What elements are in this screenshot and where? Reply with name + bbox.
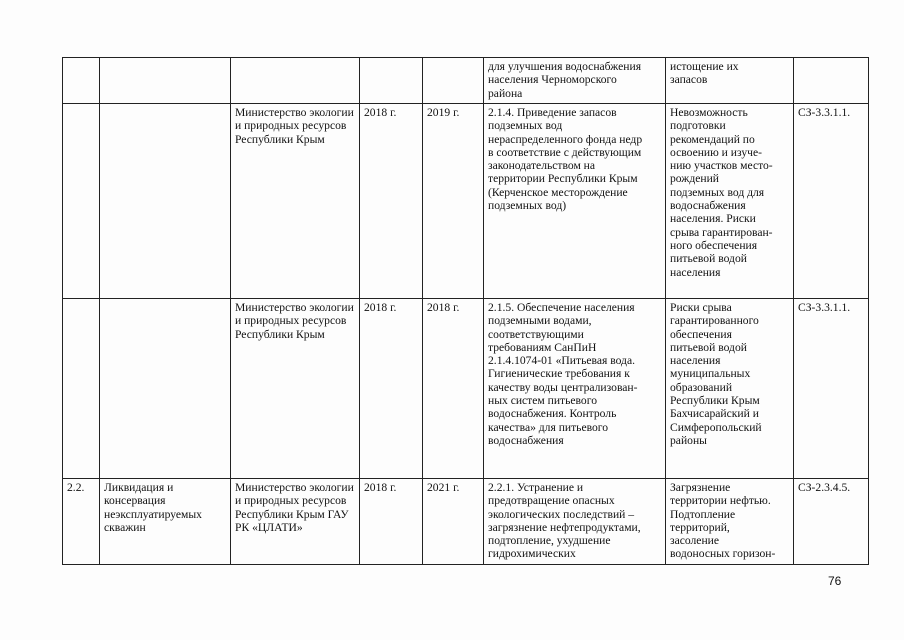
measure-cell-line: территории Республики Крым [488, 172, 638, 186]
end-year-cell [423, 58, 484, 104]
table-row [63, 479, 869, 565]
start-year-cell: 2018 г. [360, 479, 423, 565]
risk-cell-line: питьевой водой [670, 340, 747, 354]
risk-cell-line: подземных вод для [670, 185, 765, 199]
risk-cell-line: истощение их [670, 60, 739, 73]
activity-cell [100, 58, 231, 104]
risk-cell-line: Симферопольский [670, 420, 762, 434]
executor-cell: Министерство экологии и природных ресурсов Республики Крым [231, 104, 360, 299]
row-number-cell: 2.2. [63, 479, 100, 565]
risk-cell-line: территории нефтью. [670, 494, 771, 508]
measure-cell-line: предотвращение опасных [488, 494, 615, 508]
risk-cell-line: рождений [670, 172, 719, 186]
risk-cell-line: питьевой водой [670, 252, 747, 266]
risk-cell-line: Загрязнение [670, 481, 731, 494]
risk-cell-line: территорий, [670, 520, 730, 534]
risk-cell-line: запасов [670, 73, 708, 87]
activity-cell [100, 104, 231, 299]
measure-cell-line: Гигиенические требования к [488, 367, 630, 381]
risk-cell-line: водоносных горизон- [670, 547, 776, 561]
measure-cell-line: нераспределенного фонда недр [488, 132, 643, 146]
risk-cell-line: освоению и изуче- [670, 145, 762, 159]
measures-table [62, 57, 869, 565]
risk-cell-line: Бахчисарайский и [670, 407, 759, 421]
activity-cell [100, 299, 231, 479]
risk-cell [666, 299, 794, 479]
measure-cell [484, 58, 666, 104]
measure-cell-line: водоснабжения. Контроль [488, 407, 617, 421]
code-cell: СЗ-3.3.1.1. [794, 299, 869, 479]
table-row [63, 58, 869, 104]
risk-cell-line: рекомендаций по [670, 132, 755, 146]
executor-cell: Министерство экологии и природных ресурсов Республики Крым [231, 299, 360, 479]
row-number-cell [63, 299, 100, 479]
risk-cell-line: гарантированного [670, 314, 759, 328]
measure-cell-line: (Керченское месторождение [488, 185, 628, 199]
code-cell: СЗ-3.3.1.1. [794, 104, 869, 299]
executor-cell [231, 58, 360, 104]
measure-cell-line: законодательством на [488, 159, 596, 173]
start-year-cell: 2018 г. [360, 104, 423, 299]
risk-cell-line: районы [670, 433, 707, 447]
measure-cell-line: водоснабжения [488, 433, 564, 447]
end-year-cell: 2019 г. [423, 104, 484, 299]
measure-cell-line: подтопление, ухудшение [488, 534, 611, 548]
measure-cell-line: экологических последствий – [488, 507, 635, 521]
measure-cell [484, 104, 666, 299]
risk-cell [666, 479, 794, 565]
measure-cell-line: 2.1.5. Обеспечение населения [488, 301, 635, 314]
start-year-cell: 2018 г. [360, 299, 423, 479]
measure-cell-line: 2.1.4. Приведение запасов [488, 106, 617, 119]
measure-cell-line: гидрохимических [488, 547, 576, 561]
table-row [63, 299, 869, 479]
measure-cell-line: соответствующими [488, 327, 584, 341]
measure-cell-line: подземных вод [488, 119, 563, 133]
risk-cell-line: Республики Крым [670, 394, 760, 408]
measure-cell-line: требованиям СанПиН [488, 340, 597, 354]
measure-cell-line: качеству воды централизован- [488, 380, 638, 394]
risk-cell-line: ного обеспечения [670, 238, 758, 252]
risk-cell [666, 104, 794, 299]
end-year-cell: 2018 г. [423, 299, 484, 479]
measure-cell [484, 479, 666, 565]
risk-cell-line: населения. Риски [670, 212, 756, 226]
activity-cell: Ликвидация и консервация неэксплуатируемых скважин [100, 479, 231, 565]
row-number-cell [63, 104, 100, 299]
measure-cell-line: качества» для питьевого [488, 420, 609, 434]
measure-cell-line: загрязнение нефтепродуктами, [488, 520, 641, 534]
measure-cell-line: населения Черноморского [488, 73, 617, 87]
start-year-cell [360, 58, 423, 104]
row-number-cell [63, 58, 100, 104]
risk-cell-line: Риски срыва [670, 301, 732, 314]
risk-cell-line: Подтопление [670, 507, 736, 521]
risk-cell-line: нию участков место- [670, 159, 773, 173]
table-row [63, 104, 869, 299]
executor-cell: Министерство экологии и природных ресурсов Республики Крым ГАУ РК «ЦЛАТИ» [231, 479, 360, 565]
measure-cell-line: района [488, 86, 523, 100]
risk-cell-line: населения [670, 265, 721, 279]
measure-cell-line: 2.2.1. Устранение и [488, 481, 584, 494]
risk-cell-line: обеспечения [670, 327, 732, 341]
risk-cell-line: водоснабжения [670, 199, 746, 213]
table-body [63, 58, 869, 565]
risk-cell-line: образований [670, 380, 733, 394]
measure-cell-line: для улучшения водоснабжения [488, 60, 642, 73]
end-year-cell: 2021 г. [423, 479, 484, 565]
measure-cell-line: ных систем питьевого [488, 394, 597, 408]
risk-cell-line: Невозможность [670, 106, 748, 119]
measure-cell-line: в соответствие с действующим [488, 145, 642, 159]
risk-cell-line: засоление [670, 534, 720, 548]
measure-cell-line: 2.1.4.1074-01 «Питьевая вода. [488, 354, 635, 368]
risk-cell-line: муниципальных [670, 367, 751, 381]
measure-cell-line: подземными водами, [488, 314, 592, 328]
risk-cell-line: срыва гарантирован- [670, 225, 773, 239]
code-cell: СЗ-2.3.4.5. [794, 479, 869, 565]
risk-cell-line: подготовки [670, 119, 726, 133]
risk-cell [666, 58, 794, 104]
risk-cell-line: населения [670, 354, 721, 368]
measure-cell [484, 299, 666, 479]
code-cell [794, 58, 869, 104]
page-number: 76 [828, 574, 842, 588]
measure-cell-line: подземных вод) [488, 199, 567, 213]
